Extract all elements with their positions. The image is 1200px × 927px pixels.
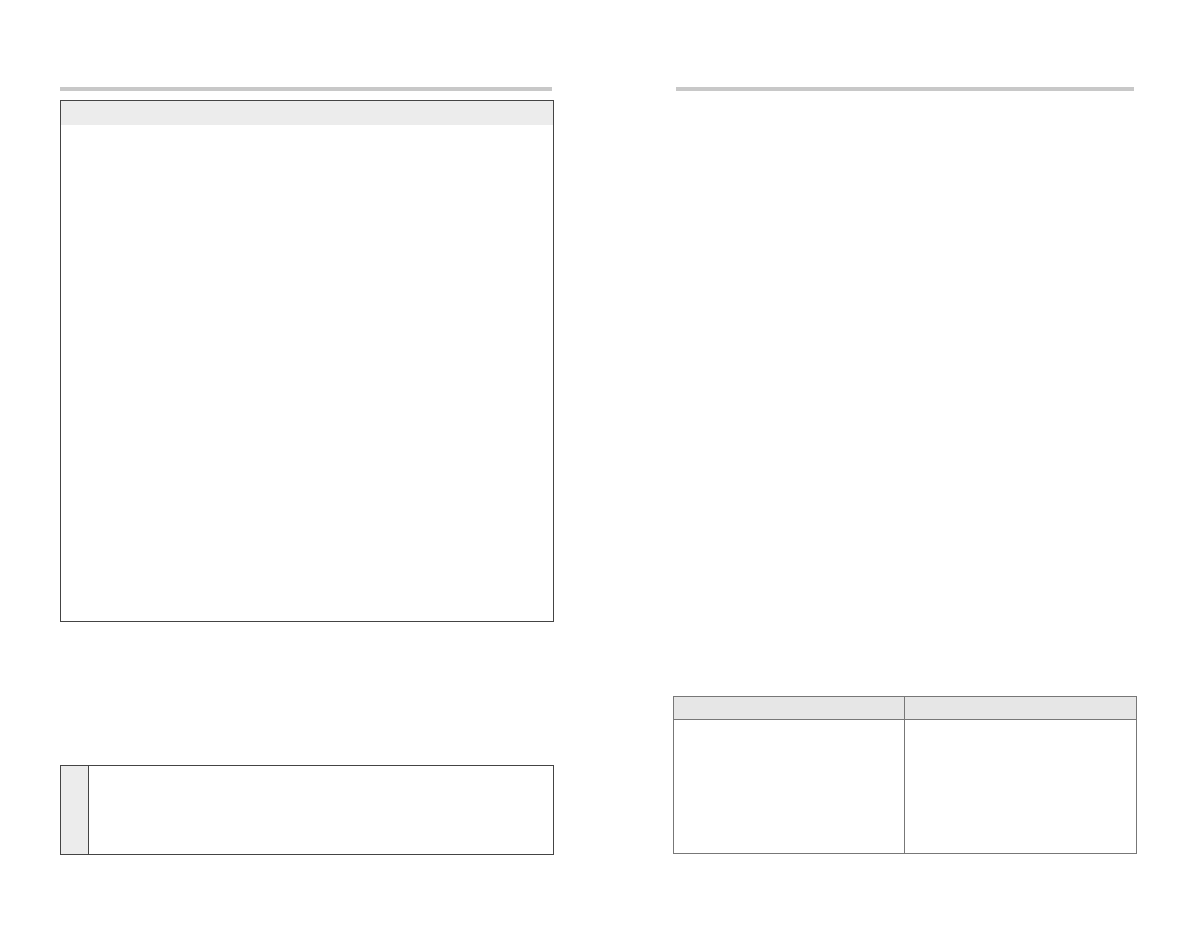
- program-title-row: [61, 101, 553, 125]
- header-rule-right: [676, 87, 1134, 91]
- last-week-header: [674, 697, 904, 720]
- worship-program: [60, 100, 554, 622]
- this-week-verse: [905, 719, 1136, 853]
- this-week-header: [905, 697, 1136, 720]
- today-word-label: [61, 766, 89, 854]
- program-heading-row: [61, 147, 553, 169]
- essay-body: [676, 130, 1134, 138]
- verse-box: [673, 696, 1137, 854]
- last-week-verse: [674, 719, 904, 853]
- today-word-box: [60, 765, 554, 855]
- header-rule: [60, 87, 552, 91]
